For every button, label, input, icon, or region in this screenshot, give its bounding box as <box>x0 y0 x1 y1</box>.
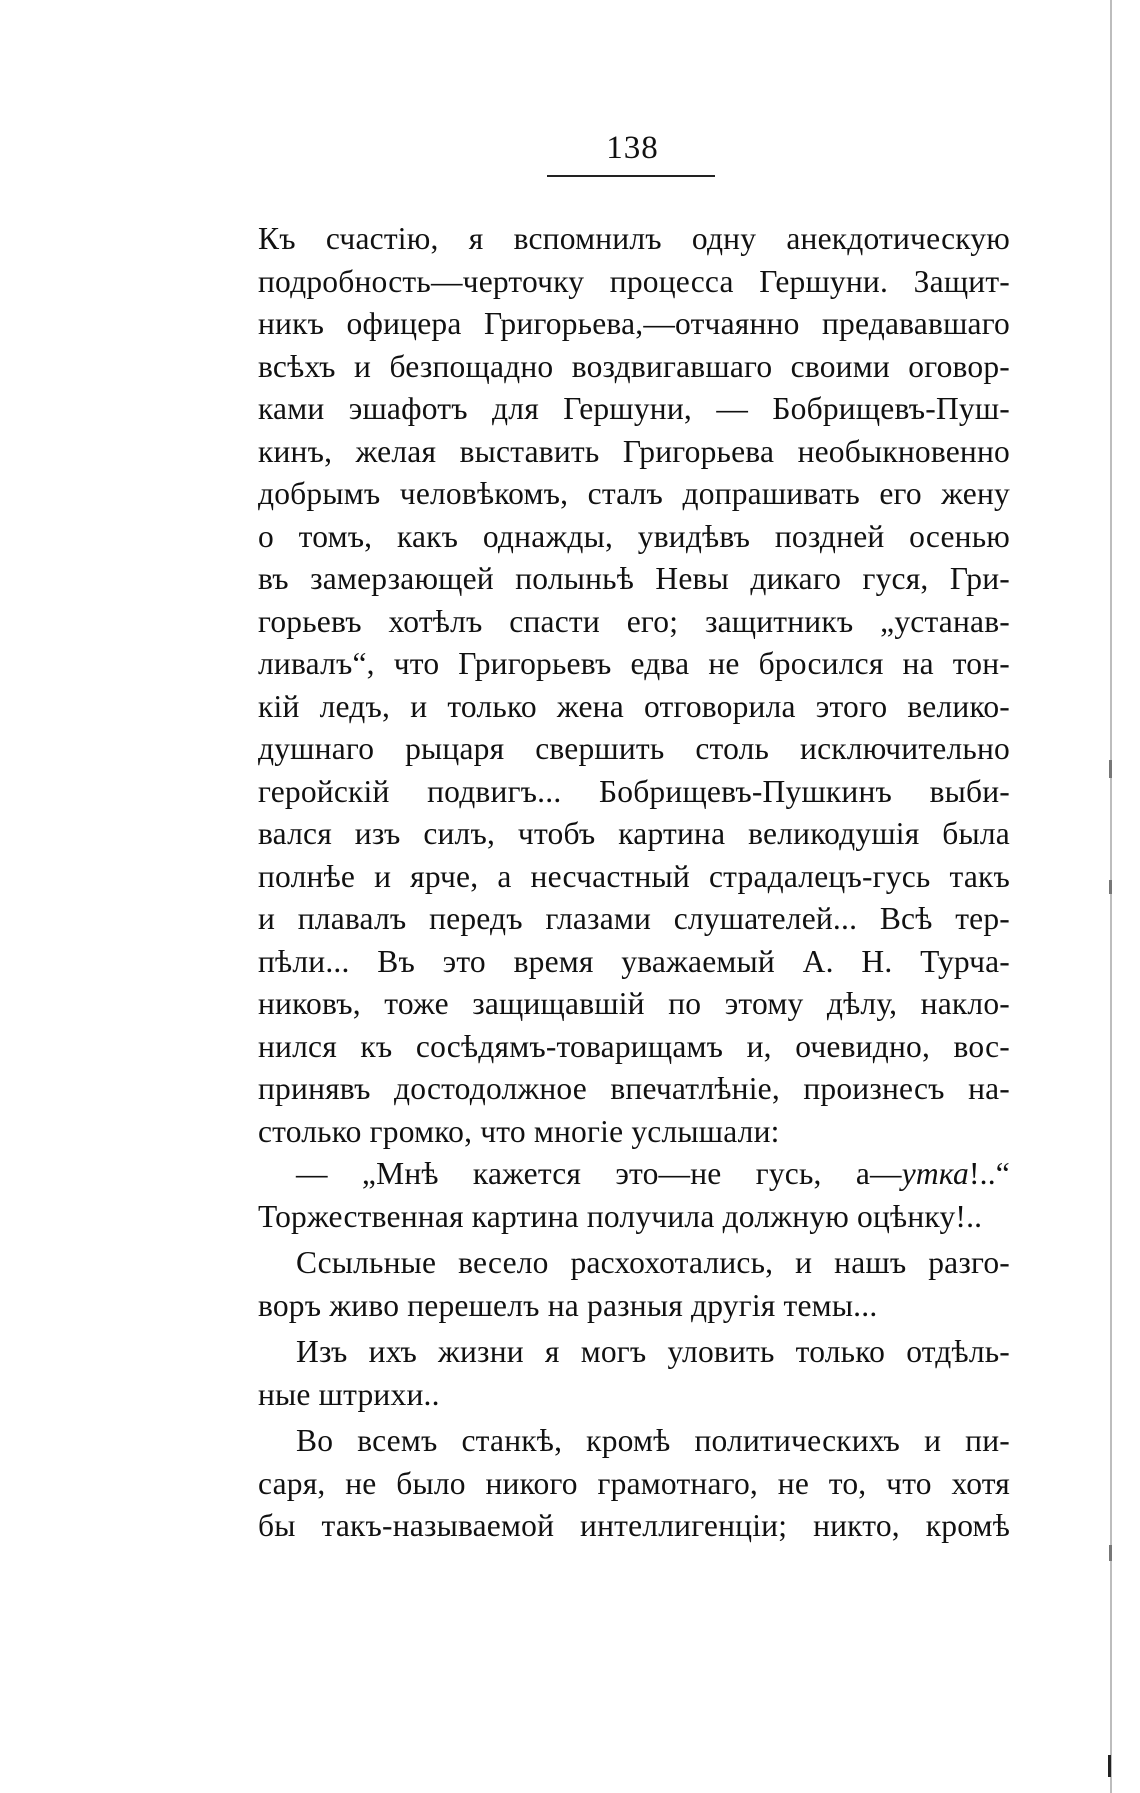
header-rule <box>547 175 715 177</box>
text-line: саря, не было никого грамотнаго, не то, что хотя <box>258 1465 1010 1501</box>
text-line: пѣли... Въ это время уважаемый А. Н. Турча- <box>258 943 1010 979</box>
edge-mark <box>1109 760 1112 778</box>
quote-suffix: !..“ <box>968 1156 1010 1191</box>
edge-mark <box>1109 880 1112 894</box>
quote-italic-word: утка <box>901 1156 969 1191</box>
text-line: горьевъ хотѣлъ спасти его; защитникъ „устанав- <box>258 603 1010 639</box>
text-line: геройскій подвигъ... Бобрищевъ-Пушкинъ выби- <box>258 773 1010 809</box>
text-line: кій ледъ, и только жена отговорила этого велико- <box>258 688 1010 724</box>
text-line: и плавалъ передъ глазами слушателей... Всѣ тер- <box>258 901 1010 936</box>
text-line: всѣхъ и безпощадно воздвигавшаго своими оговор- <box>258 348 1010 384</box>
text-line: ные штрихи.. <box>258 1376 440 1412</box>
text-line: ливалъ“, что Григорьевъ едва не бросился на тон- <box>258 646 1010 681</box>
text-line: о томъ, какъ однажды, увидѣвъ поздней осенью <box>258 518 1010 554</box>
text-line: никовъ, тоже защищавшій по этому дѣлу, накло- <box>258 986 1010 1021</box>
paragraph-line: Во всемъ станкѣ, кромѣ политическихъ и пи- <box>296 1423 1010 1458</box>
text-line: душнаго рыцаря свершить столь исключительно <box>258 731 1010 766</box>
body-text <box>258 218 1010 1548</box>
text-line: воръ живо перешелъ на разныя другія темы... <box>258 1287 878 1323</box>
text-line: принявъ достодолжное впечатлѣніе, произнесъ на- <box>258 1071 1010 1106</box>
text-line: Торжественная картина получила должную оцѣнку!.. <box>258 1198 983 1234</box>
text-line: въ замерзающей полыньѣ Невы дикаго гуся, Гри- <box>258 561 1010 596</box>
text-line: вался изъ силъ, чтобъ картина великодушія была <box>258 816 1010 851</box>
text-line: кинъ, желая выставить Григорьева необыкновенно <box>258 433 1010 469</box>
text-line: никъ офицера Григорьева,—отчаянно предававшаго <box>258 306 1010 341</box>
page-edge-line <box>1110 0 1112 1793</box>
text-line: нился къ сосѣдямъ-товарищамъ и, очевидно, вос- <box>258 1028 1010 1064</box>
quote-prefix: — „Мнѣ кажется это—не гусь, а— <box>296 1156 902 1191</box>
text-line: добрымъ человѣкомъ, сталъ допрашивать его жену <box>258 476 1010 511</box>
edge-mark <box>1108 1755 1111 1777</box>
page-number: 138 <box>606 130 659 166</box>
text-line: полнѣе и ярче, а несчастный страдалецъ-гусь такъ <box>258 858 1010 894</box>
text-line: столько громко, что многіе услышали: <box>258 1113 780 1149</box>
text-line: ками эшафотъ для Гершуни, — Бобрищевъ-Пуш- <box>258 391 1010 426</box>
text-line: подробность—черточку процесса Гершуни. Защит- <box>258 263 1010 299</box>
text-line: бы такъ-называемой интеллигенціи; никто, кромѣ <box>258 1508 1010 1543</box>
quote-line <box>258 1153 1010 1196</box>
paragraph-line: Ссыльные весело расхохотались, и нашъ разго- <box>296 1245 1010 1280</box>
edge-mark <box>1109 1545 1112 1561</box>
text-line: Къ счастію, я вспомнилъ одну анекдотическую <box>258 221 1010 256</box>
paragraph-line: Изъ ихъ жизни я могъ уловить только отдѣль- <box>296 1334 1010 1369</box>
